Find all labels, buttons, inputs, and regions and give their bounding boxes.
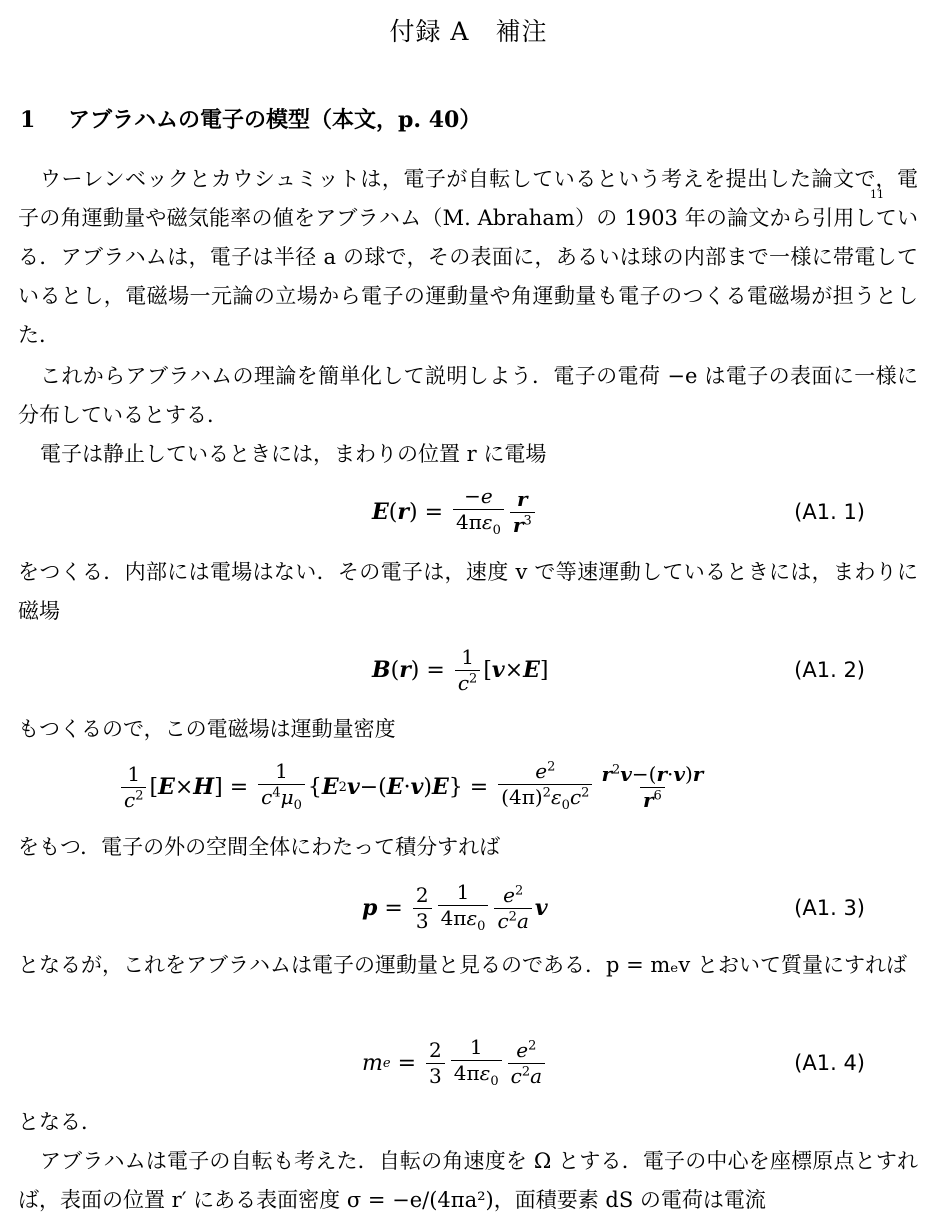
section-number: 1 (20, 107, 36, 133)
paragraph-9: アブラハムは電子の自転も考えた．自転の角速度を Ω とする．電子の中心を座標原点とすれば，表面の位置 r′ にある表面密度 σ = −e/(4πa²)，面積要素 dS の電荷は電流 (18, 1149, 918, 1212)
equation-a1-3-label: (A1. 3) (794, 896, 865, 920)
equation-momentum-density (0, 752, 937, 822)
appendix-title: 付録 A 補注 (389, 17, 548, 46)
paragraph-3: 電子は静止しているときには，まわりの位置 r に電場 (40, 442, 547, 466)
equation-a1-1-body: E ( r ) = $\frac{-e}{4\pi\varepsilon_0}$ $\frac{r}{r^3}$ (372, 485, 538, 539)
paragraph-4: をつくる．内部には電場はない．その電子は，速度 v で等速運動しているときには，まわりに磁場 (18, 560, 918, 623)
equation-a1-4-label: (A1. 4) (794, 1051, 865, 1075)
equation-a1-1 (0, 482, 937, 542)
section-heading (20, 103, 481, 134)
equation-a1-2 (0, 640, 937, 700)
paragraph-8: となる． (18, 1110, 102, 1134)
paragraph-2: これからアブラハムの理論を簡単化して説明しよう．電子の電荷 −e は電子の表面に一様に分布しているとする． (18, 364, 918, 427)
section-title: アブラハムの電子の模型（本文，p. 40） (68, 107, 482, 133)
equation-a1-2-label: (A1. 2) (794, 658, 865, 682)
equation-a1-3 (0, 875, 937, 941)
equation-momentum-density-body: $\frac{1}{c^2}$ [ E × H ] = $\frac{1}{c^4\mu_0}$ { E 2 v −( E · v ) E } = $\frac{e^2}{(4\pi)^2\varepsilon_0c^2}$ $\frac{r^2v-(r\cdot v)r}{r^6}$ (118, 760, 709, 814)
paragraph-6: をもつ．電子の外の空間全体にわたって積分すれば (18, 835, 501, 859)
equation-a1-4-body: m e = $\frac{2}{3}$ $\frac{1}{4\pi\varepsilon_0}$ $\frac{e^2}{c^2a}$ (362, 1036, 548, 1090)
paragraph-7: となるが，これをアブラハムは電子の運動量と見るのである．p = mₑv とおいて質量にすれば (18, 953, 907, 977)
paragraph-1: ウーレンベックとカウシュミットは，電子が自転しているという考えを提出した論文で，電子の角運動量や磁気能率の値をアブラハム（M. Abraham）の 1903 年の論文から引用している．アブラハムは，電子は半径 a の球で，その表面に，あるいは球の内部まで一様に帯電しているとし，電磁場一元論の立場から電子の運動量や角運動量も電子のつくる電磁場が担うとした． (18, 167, 918, 347)
equation-a1-2-body: B ( r ) = $\frac{1}{c^2}$ [ v × E ] (372, 644, 549, 695)
paragraph-5: もつくるので，この電磁場は運動量密度 (18, 717, 396, 741)
equation-a1-3-body: p = $\frac{2}{3}$ $\frac{1}{4\pi\varepsilon_0}$ $\frac{e^2}{c^2a}$ v (362, 880, 548, 935)
equation-a1-1-label: (A1. 1) (794, 500, 865, 524)
equation-a1-4 (0, 1030, 937, 1096)
paragraph-1-annotation: 11 (870, 188, 884, 201)
